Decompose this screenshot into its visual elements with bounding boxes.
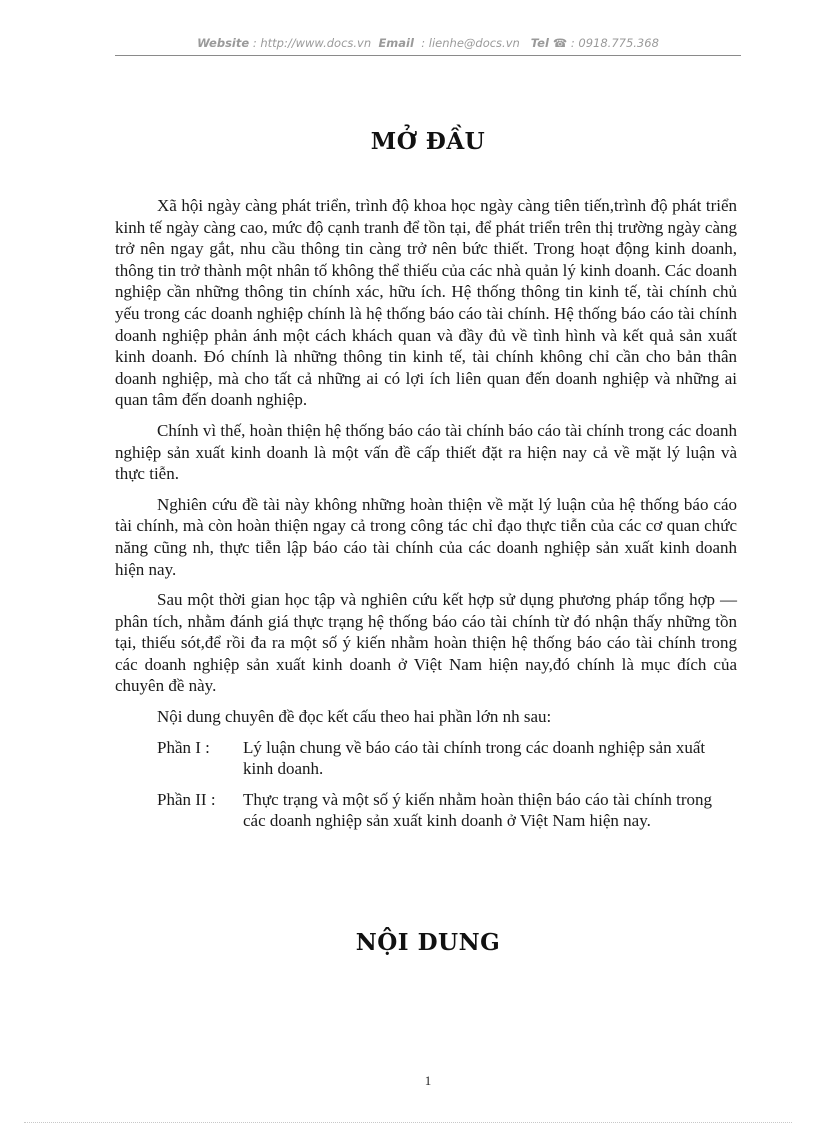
tel-label: Tel ☎ <box>530 36 568 50</box>
part-label: Phần I : <box>157 737 210 757</box>
document-body <box>115 195 737 841</box>
part-item-2 <box>157 789 737 832</box>
part-text: Lý luận chung về báo cáo tài chính trong các doanh nghiệp sản xuất kinh doanh. <box>243 737 706 779</box>
paragraph-4: Sau một thời gian học tập và nghiên cứu kết hợp sử dụng phương pháp tổng hợp — phân tích, nhằm đánh giá thực trạng hệ thống báo cáo tài chính từ đó nhận thấy những tồn tại, thiếu sót,để rồi đa ra một số ý kiến nhằm hoàn thiện hệ thống báo cáo tài chính trong các doanh nghiệp sản xuất kinh doanh ở Việt Nam hiện nay,đó chính là mục đích của chuyên đề này. <box>115 590 737 696</box>
paragraph-1: Xã hội ngày càng phát triển, trình độ khoa học ngày càng tiên tiến,trình độ phát triển kinh tế ngày càng cao, mức độ cạnh tranh để tồn tại, để phát triển trên thị trường ngày càng trở nên ngay gắt, nhu cầu thông tin càng trở nên bức thiết. Trong hoạt động kinh doanh, thông tin trở thành một nhân tố không thể thiếu của các nhà quản lý kinh doanh. Các doanh nghiệp cần những thông tin chính xác, hữu ích. Hệ thống thông tin kinh tế, tài chính chủ yếu trong các doanh nghiệp chính là hệ thống báo cáo tài chính. Hệ thống báo cáo tài chính doanh nghiệp phản ánh một cách khách quan và đầy đủ về tình hình và kết quả sản xuất kinh doanh. Đó chính là những thông tin kinh tế, tài chính không chỉ cần cho bản thân doanh nghiệp, mà cho tất cả những ai có lợi ích liên quan đến doanh nghiệp và những ai quan tâm đến doanh nghiệp. <box>115 196 737 410</box>
part-label: Phần II : <box>157 789 216 809</box>
page-number: 1 <box>424 1073 432 1088</box>
paragraph-2: Chính vì thế, hoàn thiện hệ thống báo cáo tài chính báo cáo tài chính trong các doanh nghiệp sản xuất kinh doanh là một vấn đề cấp thiết đặt ra hiện nay cả về mặt lý luận và thực tiễn. <box>115 420 737 484</box>
part-text: Thực trạng và một số ý kiến nhằm hoàn thiện báo cáo tài chính trong các doanh nghiệp sản xuất kinh doanh ở Việt Nam hiện nay. <box>243 789 713 831</box>
paragraph-3: Nghiên cứu đề tài này không những hoàn thiện về mặt lý luận của hệ thống báo cáo tài chính, mà còn hoàn thiện ngay cả trong công tác chỉ đạo thực tiễn của các cơ quan chức năng cũng nh, thực tiễn lập báo cáo tài chính của các doanh nghiệp sản xuất kinh doanh hiện nay. <box>115 494 737 579</box>
paragraph-5: Nội dung chuyên đề đọc kết cấu theo hai phần lớn nh sau: <box>157 707 552 727</box>
email-label: Email <box>378 36 414 50</box>
part-item-1 <box>157 737 737 780</box>
tel-value: : 0918.775.368 <box>570 36 659 50</box>
page-header <box>115 36 741 50</box>
website-value: : http://www.docs.vn <box>252 36 372 50</box>
website-label: Website <box>197 36 250 50</box>
section-title: NỘI DUNG <box>355 929 501 956</box>
page-title: MỞ ĐẦU <box>370 128 486 155</box>
email-value: : lienhe@docs.vn <box>421 36 520 50</box>
header-divider <box>115 55 741 56</box>
